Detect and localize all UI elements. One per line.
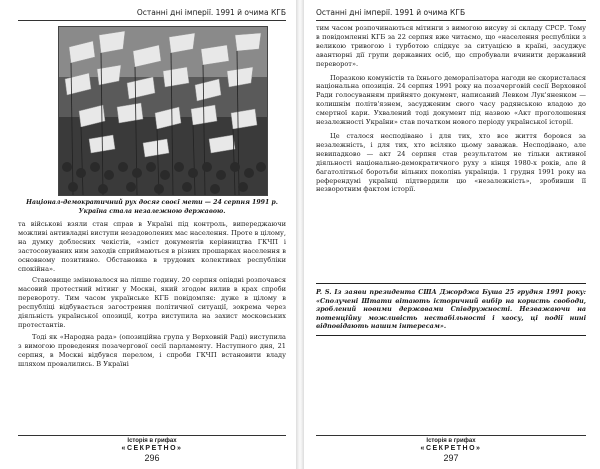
right-page-footer [316,435,586,463]
left-paragraph-1: та військові взяли стан справ в Україні під контроль, випереджаючи можливі антивладні виступи незадоволених мас населення. Проте в цілому, на думку доблесних чекістів, «зміст документів керівництва ГКЧП і застосовуваних ним заходів сприймаються в різних прошарках населення в основному позитивно. Обстановка в трудових колективах республіки спокійна». [18,220,286,273]
left-paragraph-3: Тодi як «Народна рада» (опозиційна група у Верховній Раді) виступила з вимогою проведення позачергової сесії парламенту. Наступного дня, 21 серпня, в Москві відбувся перелом, і спроби ГКЧП встановити владу шляхом провалились. В Україні [18,332,286,368]
left-running-title: Останні дні імперії. 1991 й очима КГБ [136,8,286,17]
right-footer-secret: «СЕКРЕТНО» [420,445,482,452]
left-body-text [18,220,286,369]
right-paragraph-1: тим часом розпочинаються мітинги з вимогою висуву зі складу СРСР. Тому в повідомленні КГБ за 22 серпня вже читаємо, що «населення республіки з великою тривогою і турботою слідкує за ситуацією в країні, засуджує авантюрні дії групи державних осіб, що спробували вчинити державний переворот». [316,24,586,68]
left-paragraph-2: Становище змінювалося на ліпше годину. 20 серпня опівдні розпочався масовий протестний мітинг у Москві, який згодом вилив в крах спроби перевороту. Тим часом українське КГБ повідомляє: дуже в цілому в республіці відбувається загострення політичної ситуації, зокрема через діяльність української опозиції, котра виступила на захист московських протестантів. [18,276,286,329]
left-page [0,0,298,469]
left-footer-secret: «СЕКРЕТНО» [121,445,183,452]
right-body-text [316,24,586,194]
right-paragraph-2: Поразкою комуністів та їхнього деморалізатора нагоди не скористалася національна опозиція. 24 серпня 1991 року на позачерговій сесії Верховної Ради голосуванням прийнято документ, написаний Левком Лук'яненком — колишнім політв'язнем, засудженим свого часу радянською владою до смертної кари. Ухвалений тоді документ під назвою «Акт проголошення незалежності України» став початком нового періоду української історії. [316,73,586,127]
right-paragraph-3: Це сталося несподівано і для тих, хто все життя боровся за незалежність, і для тих, хто всіляко цьому заважав. Несподівано, але невипадково — акт 24 серпня став результатом не тільки активної діяльності національно-демократичного руху з кінця 1980-х років, але й багатолітньої боротьби вільних поколінь українців. 1 грудня 1991 року на референдумі українці підтвердили цю «незалежність», зробивши її незворотним фактом історії. [316,131,586,194]
photo-caption: Націонал-демократичний рух досяг своєї мети — 24 серпня 1991 р. Україна стала незалежною державою. [26,199,278,215]
left-page-footer [18,435,286,463]
right-running-title: Останні дні імперії. 1991 й очима КГБ [316,8,466,17]
left-footer-series: Історія в грифах [127,438,177,444]
ps-quote-box: P. S. Із заяви президента США Джорджа Буша 25 грудня 1991 року: «Сполучені Штати вітають історичний вибір на користь свободи, зроблений новими державами Співдружності. Незважаючи на потенційну можливість нестабільності і хаосу, ці події нині відповідають нашим інтересам». [316,283,586,336]
right-page [302,0,600,469]
rally-crowd-flags-image [59,27,267,195]
right-footer-series: Історія в грифах [426,438,476,444]
right-page-number: 297 [443,453,459,463]
left-page-number: 296 [144,453,160,463]
left-page-header [18,6,286,21]
rally-photo [58,26,268,196]
right-page-header [316,6,586,21]
